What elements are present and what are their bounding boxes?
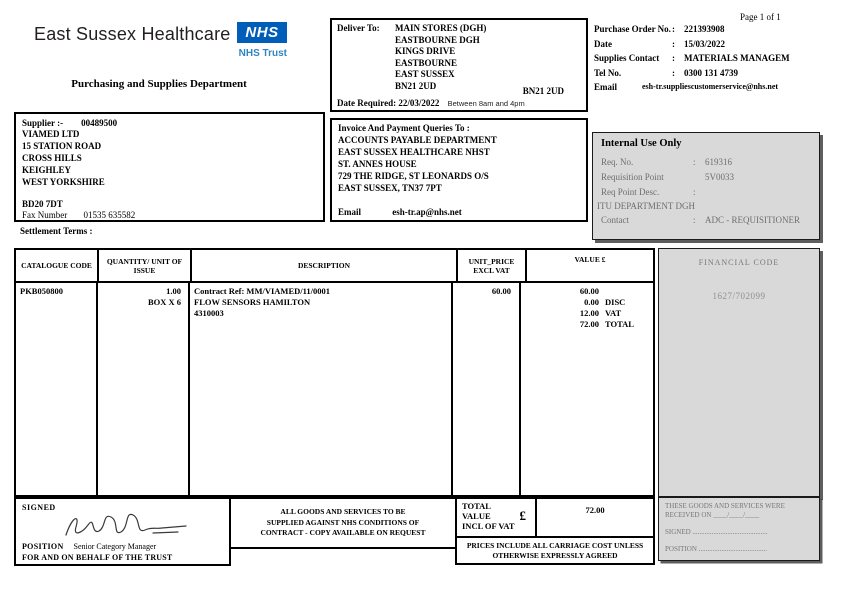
invoice-queries-title: Invoice And Payment Queries To :: [338, 123, 470, 133]
date-required-value: 22/03/2022: [398, 98, 440, 108]
address-line: BN21 2UD: [395, 80, 437, 91]
order-number-value: 221393908: [684, 24, 725, 34]
requisition-point-row: [601, 173, 811, 182]
position-label: POSITION: [22, 542, 64, 551]
delivery-window: Between 8am and 4pm: [447, 99, 525, 108]
value-line: [525, 319, 649, 330]
received-position-line: POSITION .......................................: [665, 545, 767, 553]
address-line: ACCOUNTS PAYABLE DEPARTMENT: [338, 135, 497, 145]
address-line: EAST SUSSEX HEALTHCARE NHST: [338, 147, 490, 157]
tel-value: 0300 131 4739: [684, 67, 738, 78]
address-line: EAST SUSSEX: [395, 69, 455, 79]
address-line: EASTBOURNE DGH: [395, 34, 480, 45]
contact-value: ADC - REQUISITIONER: [705, 215, 800, 225]
settlement-terms-label: Settlement Terms :: [20, 226, 93, 236]
carriage-note-cell: [455, 536, 655, 565]
table-row: [16, 283, 653, 495]
conditions-line: ALL GOODS AND SERVICES TO BE: [280, 507, 406, 517]
value-line: [525, 308, 649, 319]
supplier-address: [22, 128, 317, 188]
deliver-to-box: [330, 18, 588, 112]
total-value-cell: 72.00: [535, 497, 655, 538]
description-line: Contract Ref: MM/VIAMED/11/0001: [194, 286, 331, 296]
header-unit-price: UNIT_PRICE EXCL VAT: [458, 250, 527, 281]
nhs-logo: [237, 22, 287, 43]
header-financial-code: FINANCIAL CODE: [698, 258, 780, 267]
separator: :: [672, 24, 675, 34]
behalf-line: FOR AND ON BEHALF OF THE TRUST: [22, 553, 173, 562]
cell-value: [521, 283, 653, 495]
value-amount: 72.00: [579, 319, 599, 329]
address-line: EAST SUSSEX, TN37 7PT: [338, 183, 442, 193]
supplies-contact-label: Supplies Contact: [594, 53, 660, 63]
carriage-line: OTHERWISE EXPRESSLY AGREED: [492, 550, 618, 560]
invoice-queries-address: [338, 134, 580, 194]
address-line: CROSS HILLS: [22, 153, 82, 163]
req-point-desc-row: [601, 188, 811, 197]
conditions-cell: [229, 497, 457, 549]
separator: [634, 82, 642, 92]
req-point-desc-value: [705, 188, 811, 197]
address-line: VIAMED LTD: [22, 129, 80, 139]
value-label: TOTAL: [605, 319, 634, 329]
supplier-postcode: BD20 7DT: [22, 199, 63, 209]
req-point-desc-label: Req Point Desc.: [601, 187, 660, 197]
supplier-box: [14, 112, 325, 222]
page-number: Page 1 of 1: [740, 12, 781, 22]
header-quantity: QUANTITY/ UNIT OF ISSUE: [99, 250, 192, 281]
order-number-label: Purchase Order No.: [594, 24, 671, 34]
address-line: EASTBOURNE: [395, 57, 458, 68]
supplies-contact-row: [594, 53, 830, 63]
address-line: ST. ANNES HOUSE: [338, 159, 417, 169]
deliver-to-address: [395, 23, 486, 92]
address-line: WEST YORKSHIRE: [22, 177, 105, 187]
value-line: [525, 286, 649, 297]
value-line: [525, 297, 649, 308]
carriage-line: PRICES INCLUDE ALL CARRIAGE COST UNLESS: [466, 540, 644, 550]
fax-label: Fax Number: [22, 210, 68, 220]
signed-label: SIGNED: [22, 503, 56, 512]
separator: [693, 173, 705, 182]
contact-label: Contact: [601, 215, 629, 225]
received-line1: THESE GOODS AND SERVICES WERE: [665, 502, 785, 510]
goods-received-box: [658, 497, 820, 561]
separator: :: [672, 38, 675, 49]
signature: [58, 505, 198, 545]
ap-email-label: Email: [338, 207, 362, 217]
supplies-contact-value: MATERIALS MANAGEM: [684, 53, 790, 63]
table-header-row: [16, 250, 653, 283]
value-label: DISC: [605, 297, 626, 307]
separator: :: [693, 157, 696, 167]
order-date-row: [594, 39, 830, 49]
conditions-line: SUPPLIED AGAINST NHS CONDITIONS OF: [266, 517, 420, 527]
total-label-cell: [455, 497, 537, 538]
trust-logo-text: East Sussex Healthcare: [34, 24, 231, 44]
internal-use-title: Internal Use Only: [601, 138, 682, 149]
order-info: [594, 24, 830, 97]
deliver-to-label: Deliver To:: [337, 23, 380, 33]
value-amount: 12.00: [579, 308, 599, 318]
cell-quantity: [98, 283, 190, 495]
total-label-line1: TOTAL: [462, 501, 491, 511]
conditions-line: CONTRACT - COPY AVAILABLE ON REQUEST: [260, 528, 426, 538]
nhs-logo-text: NHS: [245, 24, 279, 41]
address-line: KEIGHLEY: [22, 165, 72, 175]
requisition-point-label: Requisition Point: [601, 172, 664, 182]
email-value: esh-tr.suppliescustomerservice@nhs.net: [642, 82, 779, 91]
requisition-point-value: 5V0033: [705, 172, 734, 182]
supplier-code: 00489500: [81, 118, 118, 128]
email-row: [594, 82, 830, 92]
received-signed-line: SIGNED ...........................................: [665, 528, 768, 536]
header-description: DESCRIPTION: [192, 250, 458, 281]
internal-use-box: [592, 132, 820, 240]
quantity-value: 1.00: [166, 286, 182, 296]
description-line: 4310003: [194, 308, 224, 318]
req-no-row: [601, 158, 811, 167]
cell-description: [190, 283, 453, 495]
fax-value: 01535 635582: [83, 210, 136, 220]
separator: :: [672, 67, 675, 78]
value-label: VAT: [605, 308, 622, 318]
nhs-trust-label: NHS Trust: [238, 48, 287, 59]
separator: :: [693, 215, 696, 225]
total-label-line2: VALUE: [462, 511, 491, 521]
req-no-value: 619316: [705, 157, 732, 167]
tel-row: [594, 68, 830, 78]
value-amount: 0.00: [584, 297, 599, 307]
address-line: 15 STATION ROAD: [22, 141, 102, 151]
address-line: MAIN STORES (DGH): [395, 23, 487, 33]
contact-row: [601, 216, 811, 225]
value-amount: 60.00: [579, 286, 599, 296]
pound-sign: £: [519, 508, 526, 523]
supplier-label: Supplier :-: [22, 118, 64, 128]
signed-cell: [14, 497, 231, 566]
unit-of-issue: BOX X 6: [147, 297, 182, 307]
deliver-postcode: BN21 2UD: [522, 86, 564, 96]
order-date-label: Date: [594, 38, 612, 49]
cell-financial-code: 1627/702099: [712, 291, 766, 301]
separator: :: [672, 53, 675, 63]
ap-email-value: esh-tr.ap@nhs.net: [392, 207, 462, 217]
cell-unit-price: 60.00: [453, 283, 521, 495]
department-title: Purchasing and Supplies Department: [71, 78, 247, 90]
order-date-value: 15/03/2022: [684, 38, 726, 49]
date-required-label: Date Required:: [337, 98, 397, 108]
department-line: ITU DEPARTMENT DGH: [597, 201, 695, 211]
address-line: 729 THE RIDGE, ST LEONARDS O/S: [338, 171, 489, 181]
req-no-label: Req. No.: [601, 157, 634, 167]
address-line: KINGS DRIVE: [395, 46, 456, 56]
total-label-line3: INCL OF VAT: [462, 521, 515, 531]
value-label: [599, 286, 649, 297]
financial-code-column: [658, 248, 820, 497]
order-table: [14, 248, 655, 497]
invoice-queries-box: [330, 118, 588, 222]
tel-label: Tel No.: [594, 67, 622, 78]
email-label: Email: [594, 82, 618, 92]
header-value: VALUE £: [574, 255, 606, 264]
separator: :: [693, 187, 696, 197]
position-value: Senior Category Manager: [73, 542, 157, 551]
received-line2: RECEIVED ON ____/____/____: [665, 511, 760, 519]
header-catalogue-code: CATALOGUE CODE: [16, 250, 99, 281]
description-line: FLOW SENSORS HAMILTON: [194, 297, 311, 307]
cell-catalogue-code: PKB050800: [16, 283, 98, 495]
order-number-row: [594, 24, 830, 34]
